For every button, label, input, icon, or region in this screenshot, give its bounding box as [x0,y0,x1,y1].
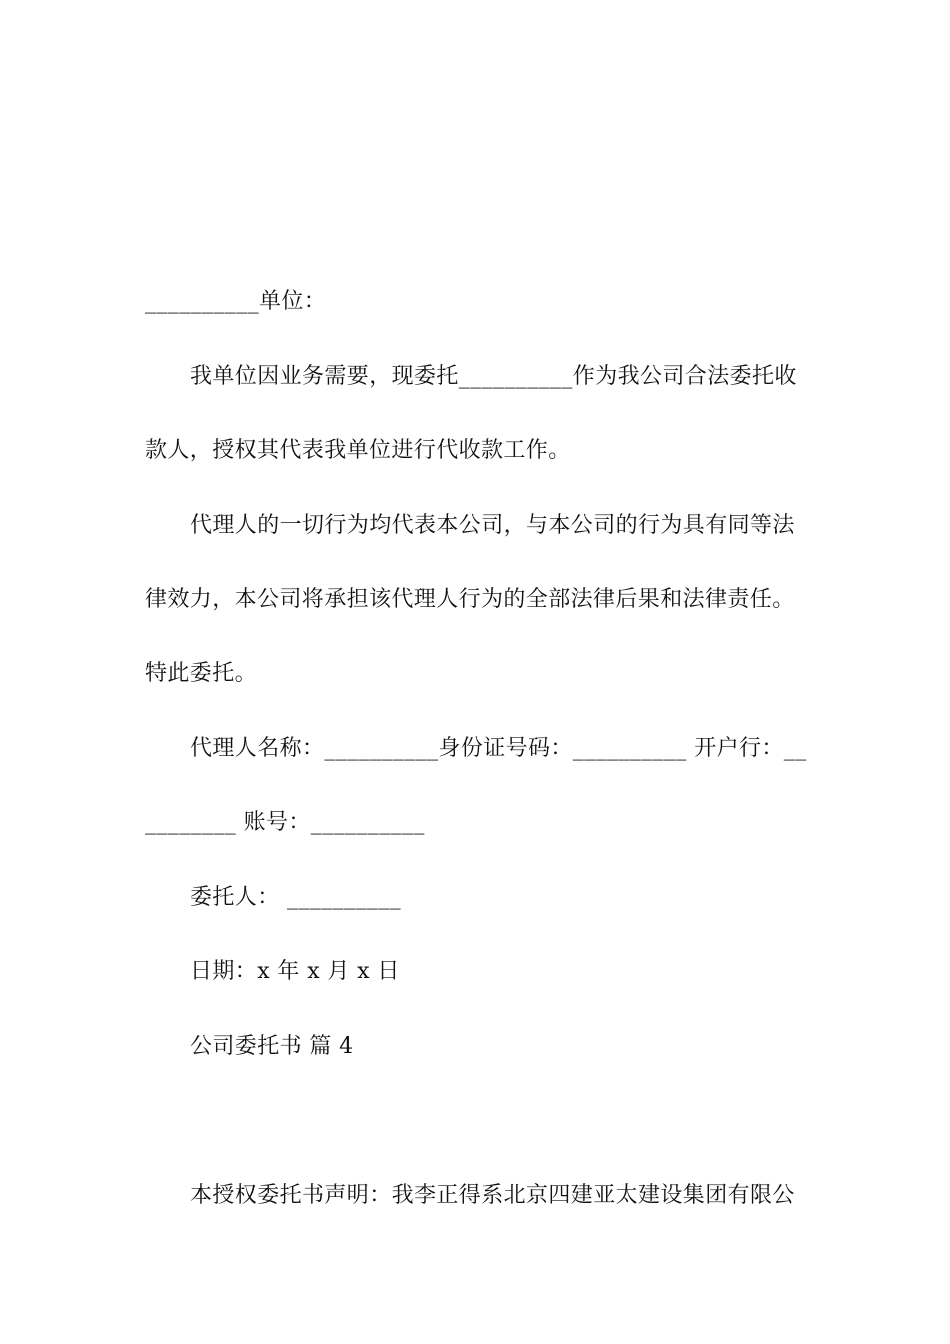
paragraph-line: 律效力，本公司将承担该代理人行为的全部法律后果和法律责任。 [145,587,795,612]
paragraph-line: 代理人的一切行为均代表本公司，与本公司的行为具有同等法 [190,513,795,538]
principal-line: 委托人： __________ [190,885,401,910]
agent-info-line: 代理人名称：__________身份证号码：__________ 开户行：__ [190,736,807,761]
section-heading: 公司委托书 篇 4 [190,1034,354,1059]
agent-info-line: ________ 账号：__________ [145,810,425,835]
paragraph-line: 本授权委托书声明：我李正得系北京四建亚太建设集团有限公 [190,1183,795,1208]
addressee-line: __________单位： [145,289,327,314]
paragraph-line: 我单位因业务需要，现委托__________作为我公司合法委托收 [190,364,797,389]
paragraph-line: 款人，授权其代表我单位进行代收款工作。 [145,438,571,463]
date-line: 日期：x 年 x 月 x 日 [190,959,400,984]
paragraph-line: 特此委托。 [145,661,258,686]
